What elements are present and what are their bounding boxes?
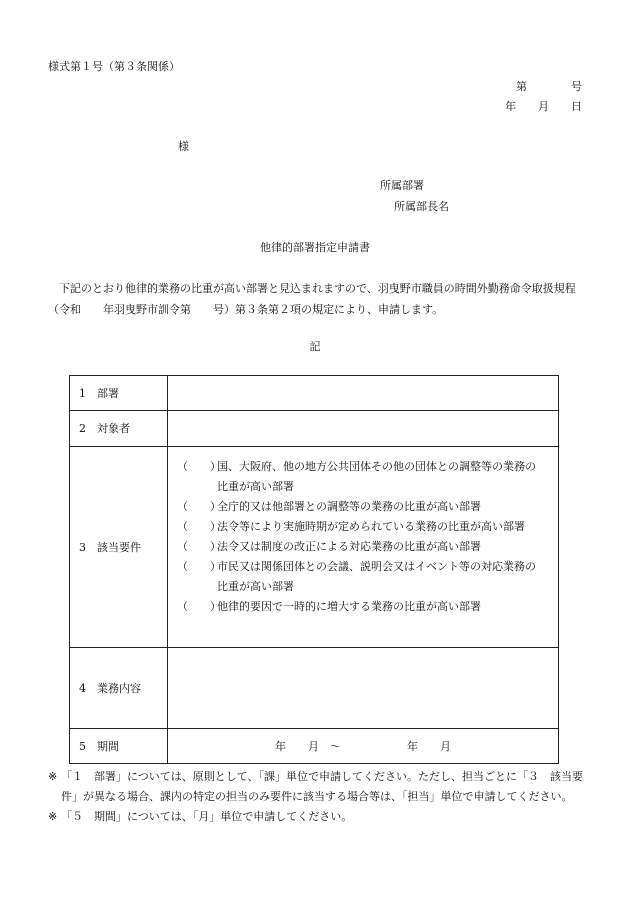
requirement-item-continued: 比重が高い部署	[217, 480, 294, 493]
row-label	[70, 376, 168, 411]
requirement-item: （ ）国、大阪府、他の地方公共団体その他の団体との調整等の業務の	[177, 457, 550, 477]
note-item	[48, 767, 593, 807]
requirement-item: （ ）他律的要因で一時的に増大する業務の比重が高い部署	[177, 597, 550, 617]
row-label	[70, 411, 168, 447]
requirement-checkbox[interactable]: （ ）	[177, 600, 221, 613]
table-row	[70, 648, 559, 729]
requirement-item: （ ）市民又は関係団体との会議、説明会又はイベント等の対応業務の	[177, 557, 550, 577]
requirement-item-continued: 比重が高い部署	[217, 580, 294, 593]
document-number	[516, 81, 582, 92]
document-date	[505, 101, 582, 112]
work-content-field[interactable]	[168, 648, 559, 729]
form-number: 様式第１号（第３条関係）	[48, 60, 180, 73]
row-label-text: 該当要件	[97, 540, 141, 554]
note-text: 「５ 期間」については、「月」単位で申請してください。	[61, 810, 353, 823]
period-separator: ～	[330, 739, 341, 753]
requirement-checkbox[interactable]: （ ）	[177, 540, 221, 553]
target-person-field[interactable]	[168, 411, 559, 447]
requirements-field	[168, 447, 559, 648]
row-number: 1	[79, 386, 86, 400]
addressee: 様	[178, 140, 189, 153]
requirement-item: （ ）法令又は制度の改正による対応業務の比重が高い部署	[177, 537, 550, 557]
requirement-item: （ ）全庁的又は他部署との調整等の業務の比重が高い部署	[177, 497, 550, 517]
note-text: 「１ 部署」については、原則として、「課」単位で申請してください。ただし、担当ごとに「３ 該当要件」が異なる場合、課内の特定の担当のみ要件に該当する場合等は、「担当」単位で申請してください。	[61, 770, 584, 803]
date-day: 日	[571, 100, 582, 113]
note-mark: ※	[48, 810, 58, 823]
table-row	[70, 729, 559, 764]
body-text: 下記のとおり他律的業務の比重が高い部署と見込まれますので、羽曳野市職員の時間外勤務命令取扱規程（令和 年羽曳野市訓令第 号）第３条第２項の規定により、申請します。	[48, 282, 576, 316]
document-number-suffix: 号	[571, 80, 582, 93]
requirement-item: （ ）法令等により実施時期が定められている業務の比重が高い部署	[177, 517, 550, 537]
ki-heading: 記	[309, 340, 321, 353]
period-end-year: 年	[407, 739, 418, 753]
table-row	[70, 447, 559, 648]
application-table	[69, 375, 559, 764]
row-number: 3	[79, 540, 86, 554]
row-label-text: 対象者	[97, 422, 130, 435]
date-month: 月	[538, 100, 549, 113]
requirement-checkbox[interactable]: （ ）	[177, 460, 221, 473]
period-field[interactable]	[168, 729, 559, 764]
department-label: 所属部署	[380, 179, 424, 192]
notes	[48, 767, 593, 827]
note-mark: ※	[48, 770, 58, 783]
row-label-text: 期間	[97, 739, 119, 753]
note-item	[48, 807, 593, 827]
table-row	[70, 376, 559, 411]
period-end-month: 月	[440, 739, 451, 753]
period-start-year: 年	[275, 739, 286, 753]
requirement-checkbox[interactable]: （ ）	[177, 560, 221, 573]
row-label-text: 業務内容	[97, 681, 141, 695]
row-label	[70, 648, 168, 729]
date-year: 年	[505, 100, 516, 113]
department-field[interactable]	[168, 376, 559, 411]
row-label-text: 部署	[97, 386, 119, 400]
row-number: 2	[79, 422, 86, 435]
period-start-month: 月	[308, 739, 319, 753]
row-label	[70, 447, 168, 648]
row-number: 5	[79, 739, 86, 753]
requirement-checkbox[interactable]: （ ）	[177, 520, 221, 533]
department-head-label: 所属部長名	[394, 200, 449, 213]
row-number: 4	[79, 681, 86, 695]
document-number-prefix: 第	[516, 80, 527, 93]
requirement-checkbox[interactable]: （ ）	[177, 500, 221, 513]
page-title: 他律的部署指定申請書	[260, 241, 370, 254]
row-label	[70, 729, 168, 764]
table-row	[70, 411, 559, 447]
